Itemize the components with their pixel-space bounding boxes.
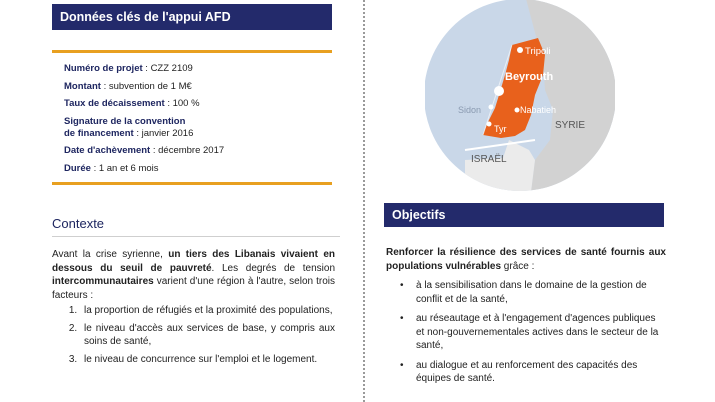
tripoli-label: Tripoli (525, 46, 551, 57)
objectives-body (386, 246, 666, 392)
context-title: Contexte (52, 216, 105, 231)
signature-row (64, 116, 354, 140)
beyrouth-label: Beyrouth (505, 71, 554, 83)
tripoli-dot (517, 47, 523, 53)
amount-label: Montant (64, 80, 101, 92)
lebanon-map (425, 0, 615, 195)
key-data-header: Données clés de l'appui AFD (52, 4, 332, 30)
factor-list (52, 304, 335, 366)
list-item: • au réseautage et à l'engagement d'agences publiques et non-gouvernementales actives dans le secteur de la santé, (400, 313, 659, 351)
signature-label-1: Signature de la convention (64, 115, 186, 127)
list-item: • au dialogue et au renforcement des capacités des équipes de santé. (400, 359, 638, 384)
objectives-intro: Renforcer la résilience des services de santé fournis aux populations vulnérables grâce : (386, 247, 666, 272)
duration-value: : 1 an et 6 mois (90, 162, 159, 174)
key-data-top-rule (52, 50, 332, 53)
sidon-dot (489, 105, 494, 110)
objectives-list (386, 279, 666, 386)
disbursement-label: Taux de décaissement (64, 98, 165, 109)
amount-row (64, 81, 354, 93)
signature-value: : janvier 2016 (133, 127, 194, 139)
duration-label: Durée (64, 162, 91, 174)
context-intro: Avant la crise syrienne, un tiers des Libanais vivaient en dessous du seuil de pauvreté. Les degrés de tension intercommunautaires varient d'une région à l'autre, selon trois facteurs : (52, 249, 335, 301)
sidon-label: Sidon (458, 105, 482, 115)
list-item: 3. le niveau de concurrence sur l'emploi et le logement. (80, 353, 335, 367)
nabatieh-dot (515, 108, 520, 113)
completion-label: Date d'achèvement (64, 145, 151, 156)
tyr-dot (487, 122, 492, 127)
tyr-label: Tyr (494, 124, 507, 134)
key-data-list (64, 63, 354, 180)
objectives-header: Objectifs (384, 203, 664, 227)
bullet-icon: • (400, 359, 404, 371)
bullet-icon: • (400, 280, 404, 291)
column-divider (363, 0, 365, 402)
disbursement-value: : 100 % (164, 98, 200, 109)
key-data-bottom-rule (52, 182, 332, 185)
beyrouth-dot (494, 86, 504, 96)
completion-row (64, 145, 354, 157)
nabatieh-label: Nabatieh (520, 105, 557, 115)
context-body (52, 248, 335, 370)
context-title-underline (52, 236, 340, 237)
israel-label: ISRAËL (471, 154, 507, 165)
list-item: • à la sensibilisation dans le domaine de la gestion de conflit et de la santé, (400, 280, 647, 305)
list-item: 2. le niveau d'accès aux services de base, y compris aux soins de santé, (80, 322, 335, 349)
syrie-label: SYRIE (555, 120, 586, 131)
list-item: 1. la proportion de réfugiés et la proximité des populations, (80, 304, 335, 318)
bullet-icon: • (400, 313, 404, 324)
signature-label-2: de financement (64, 127, 134, 139)
project-number-label: Numéro de projet (64, 63, 143, 74)
project-number-row (64, 63, 354, 75)
amount-value: : subvention de 1 M€ (100, 80, 192, 92)
disbursement-row (64, 98, 354, 110)
project-number-value: : CZZ 2109 (142, 63, 193, 74)
completion-value: : décembre 2017 (150, 145, 225, 156)
duration-row (64, 163, 354, 175)
